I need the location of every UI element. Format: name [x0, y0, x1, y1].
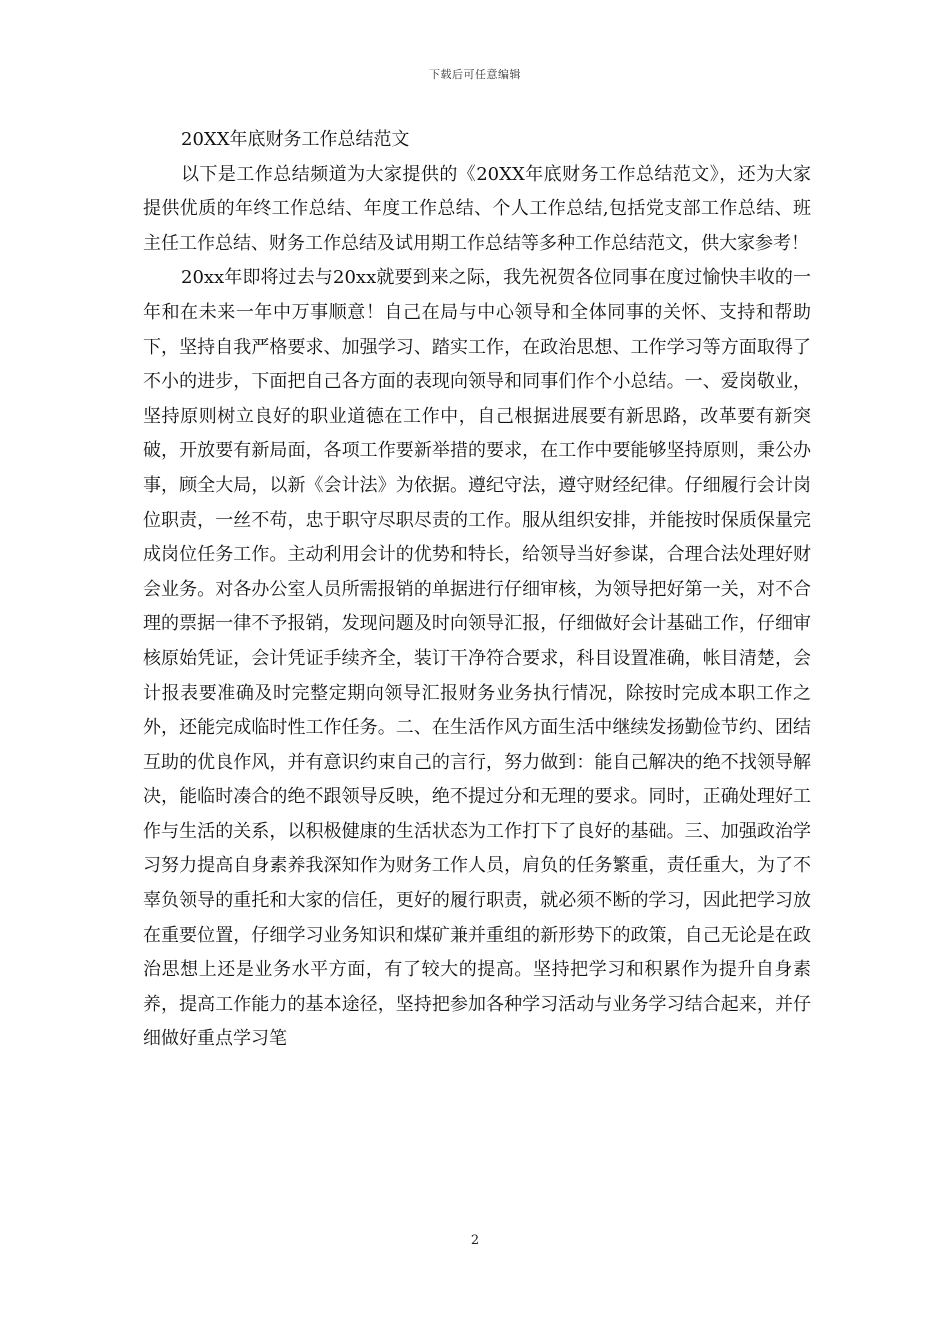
page-number: 2	[470, 1233, 480, 1248]
page-header-note: 下载后可任意编辑	[429, 68, 521, 81]
intro-paragraph: 以下是工作总结频道为大家提供的《20XX年底财务工作总结范文》，还为大家提供优质的年终工作总结、年度工作总结、个人工作总结,包括党支部工作总结、班主任工作总结、财务工作总结及试用期工作总结等多种工作总结范文，供大家参考！	[143, 163, 811, 254]
document-title: 20XX年底财务工作总结范文	[181, 129, 410, 150]
document-body	[143, 123, 811, 1057]
body-paragraph: 20xx年即将过去与20xx就要到来之际，我先祝贺各位同事在度过愉快丰收的一年和在未来一年中万事顺意！自己在局与中心领导和全体同事的关怀、支持和帮助下，坚持自我严格要求、加强学习、踏实工作，在政治思想、工作学习等方面取得了不小的进步，下面把自己各方面的表现向领导和同事们作个小总结。一、爱岗敬业，坚持原则树立良好的职业道德在工作中，自己根据进展要有新思路，改革要有新突破，开放要有新局面，各项工作要新举措的要求，在工作中要能够坚持原则，秉公办事，顾全大局，以新《会计法》为依据。遵纪守法，遵守财经纪律。仔细履行会计岗位职责，一丝不苟，忠于职守尽职尽责的工作。服从组织安排，并能按时保质保量完成岗位任务工作。主动利用会计的优势和特长，给领导当好参谋，合理合法处理好财会业务。对各办公室人员所需报销的单据进行仔细审核，为领导把好第一关，对不合理的票据一律不予报销，发现问题及时向领导汇报，仔细做好会计基础工作，仔细审核原始凭证，会计凭证手续齐全，装订干净符合要求，科目设置准确，帐目清楚，会计报表要准确及时完整定期向领导汇报财务业务执行情况，除按时完成本职工作之外，还能完成临时性工作任务。二、在生活作风方面生活中继续发扬勤俭节约、团结互助的优良作风，并有意识约束自己的言行，努力做到：能自己解决的绝不找领导解决，能临时凑合的绝不跟领导反映，绝不提过分和无理的要求。同时，正确处理好工作与生活的关系，以积极健康的生活状态为工作打下了良好的基础。三、加强政治学习努力提高自身素养我深知作为财务工作人员，肩负的任务繁重，责任重大，为了不辜负领导的重托和大家的信任，更好的履行职责，就必须不断的学习，因此把学习放在重要位置，仔细学习业务知识和煤矿兼并重组的新形势下的政策，自己无论是在政治思想上还是业务水平方面，有了较大的提高。坚持把学习和积累作为提升自身素养，提高工作能力的基本途径，坚持把参加各种学习活动与业务学习结合起来，并仔细做好重点学习笔	[143, 267, 811, 1050]
